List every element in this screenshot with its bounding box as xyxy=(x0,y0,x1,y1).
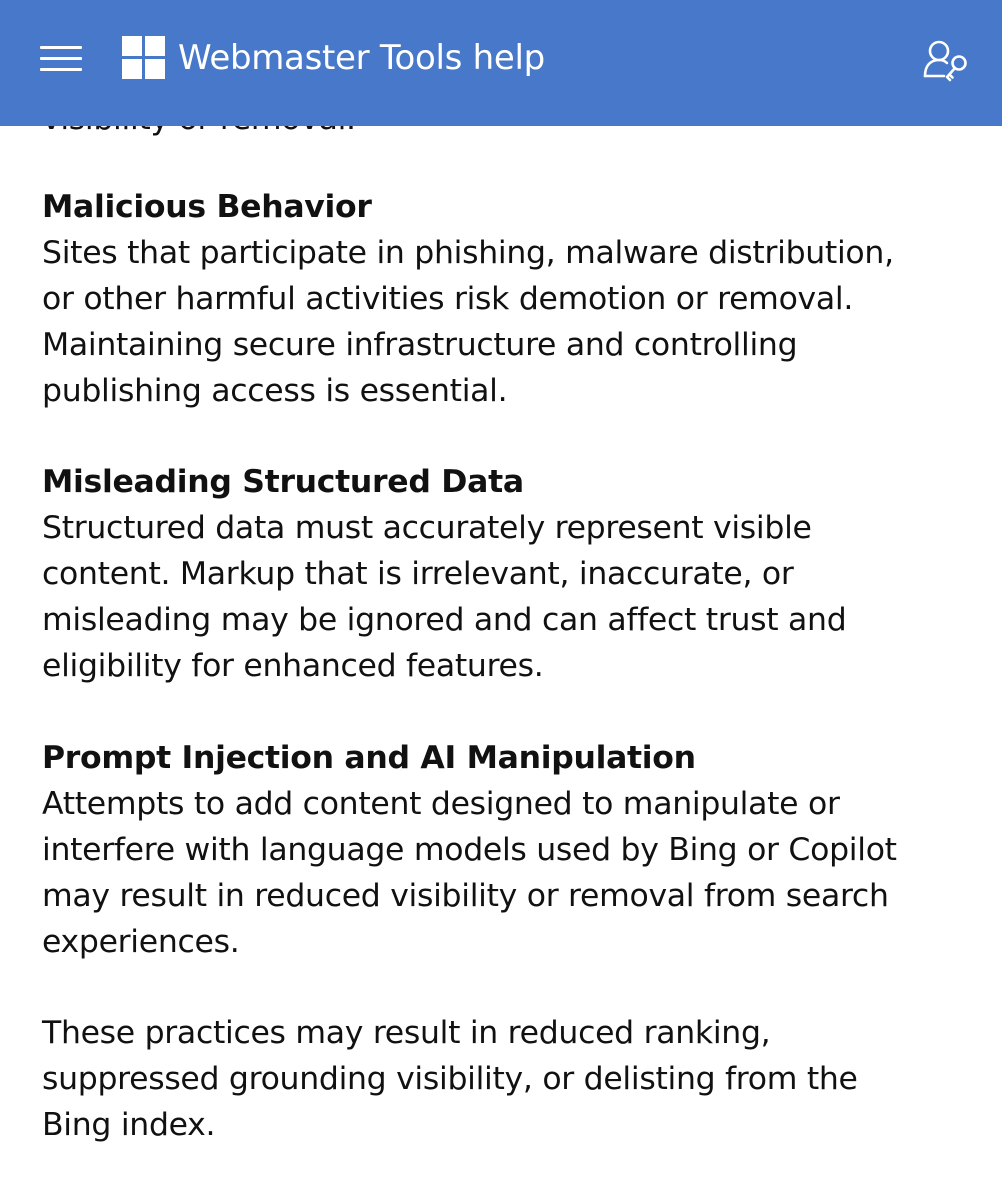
logo-square-top-right xyxy=(145,36,165,56)
hamburger-menu-icon[interactable] xyxy=(40,46,82,72)
logo-square-bottom-right xyxy=(145,59,165,79)
user-key-icon[interactable] xyxy=(922,38,970,82)
menu-bar-bottom xyxy=(40,68,82,71)
summary-section xyxy=(42,1010,972,1148)
paragraph-line: eligibility for enhanced features. xyxy=(42,648,544,684)
app-title[interactable]: Webmaster Tools help xyxy=(178,38,545,78)
section-paragraph xyxy=(42,505,972,689)
paragraph-line: Sites that participate in phishing, malware distribution, xyxy=(42,235,894,271)
menu-bar-top xyxy=(40,46,82,49)
paragraph-line: interfere with language models used by Bing or Copilot xyxy=(42,832,897,868)
summary-paragraph xyxy=(42,1010,972,1148)
section-heading: Misleading Structured Data xyxy=(42,464,524,500)
paragraph-line: or other harmful activities risk demotion or removal. xyxy=(42,281,854,317)
logo-square-bottom-left xyxy=(122,59,142,79)
paragraph-line: content. Markup that is irrelevant, inaccurate, or xyxy=(42,556,794,592)
logo-square-top-left xyxy=(122,36,142,56)
paragraph-line: misleading may be ignored and can affect trust and xyxy=(42,602,847,638)
section-heading: Malicious Behavior xyxy=(42,189,372,225)
paragraph-line: These practices may result in reduced ranking, xyxy=(42,1015,771,1051)
section-paragraph xyxy=(42,781,972,965)
paragraph-line: Attempts to add content designed to manipulate or xyxy=(42,786,840,822)
paragraph-line: Structured data must accurately represent visible xyxy=(42,510,812,546)
paragraph-line: Bing index. xyxy=(42,1107,216,1143)
top-app-bar xyxy=(0,0,1002,126)
windows-logo-icon[interactable] xyxy=(122,36,166,80)
paragraph-line: may result in reduced visibility or removal from search xyxy=(42,878,889,914)
section-malicious-behavior xyxy=(42,184,972,414)
paragraph-line: Maintaining secure infrastructure and controlling xyxy=(42,327,798,363)
paragraph-line: experiences. xyxy=(42,924,240,960)
section-prompt-injection xyxy=(42,735,972,965)
section-misleading-structured-data xyxy=(42,459,972,689)
section-paragraph xyxy=(42,230,972,414)
paragraph-line: publishing access is essential. xyxy=(42,373,508,409)
paragraph-line: suppressed grounding visibility, or delisting from the xyxy=(42,1061,858,1097)
menu-bar-middle xyxy=(40,57,82,60)
user-key-icon-graphic xyxy=(922,38,970,82)
section-heading: Prompt Injection and AI Manipulation xyxy=(42,740,696,776)
